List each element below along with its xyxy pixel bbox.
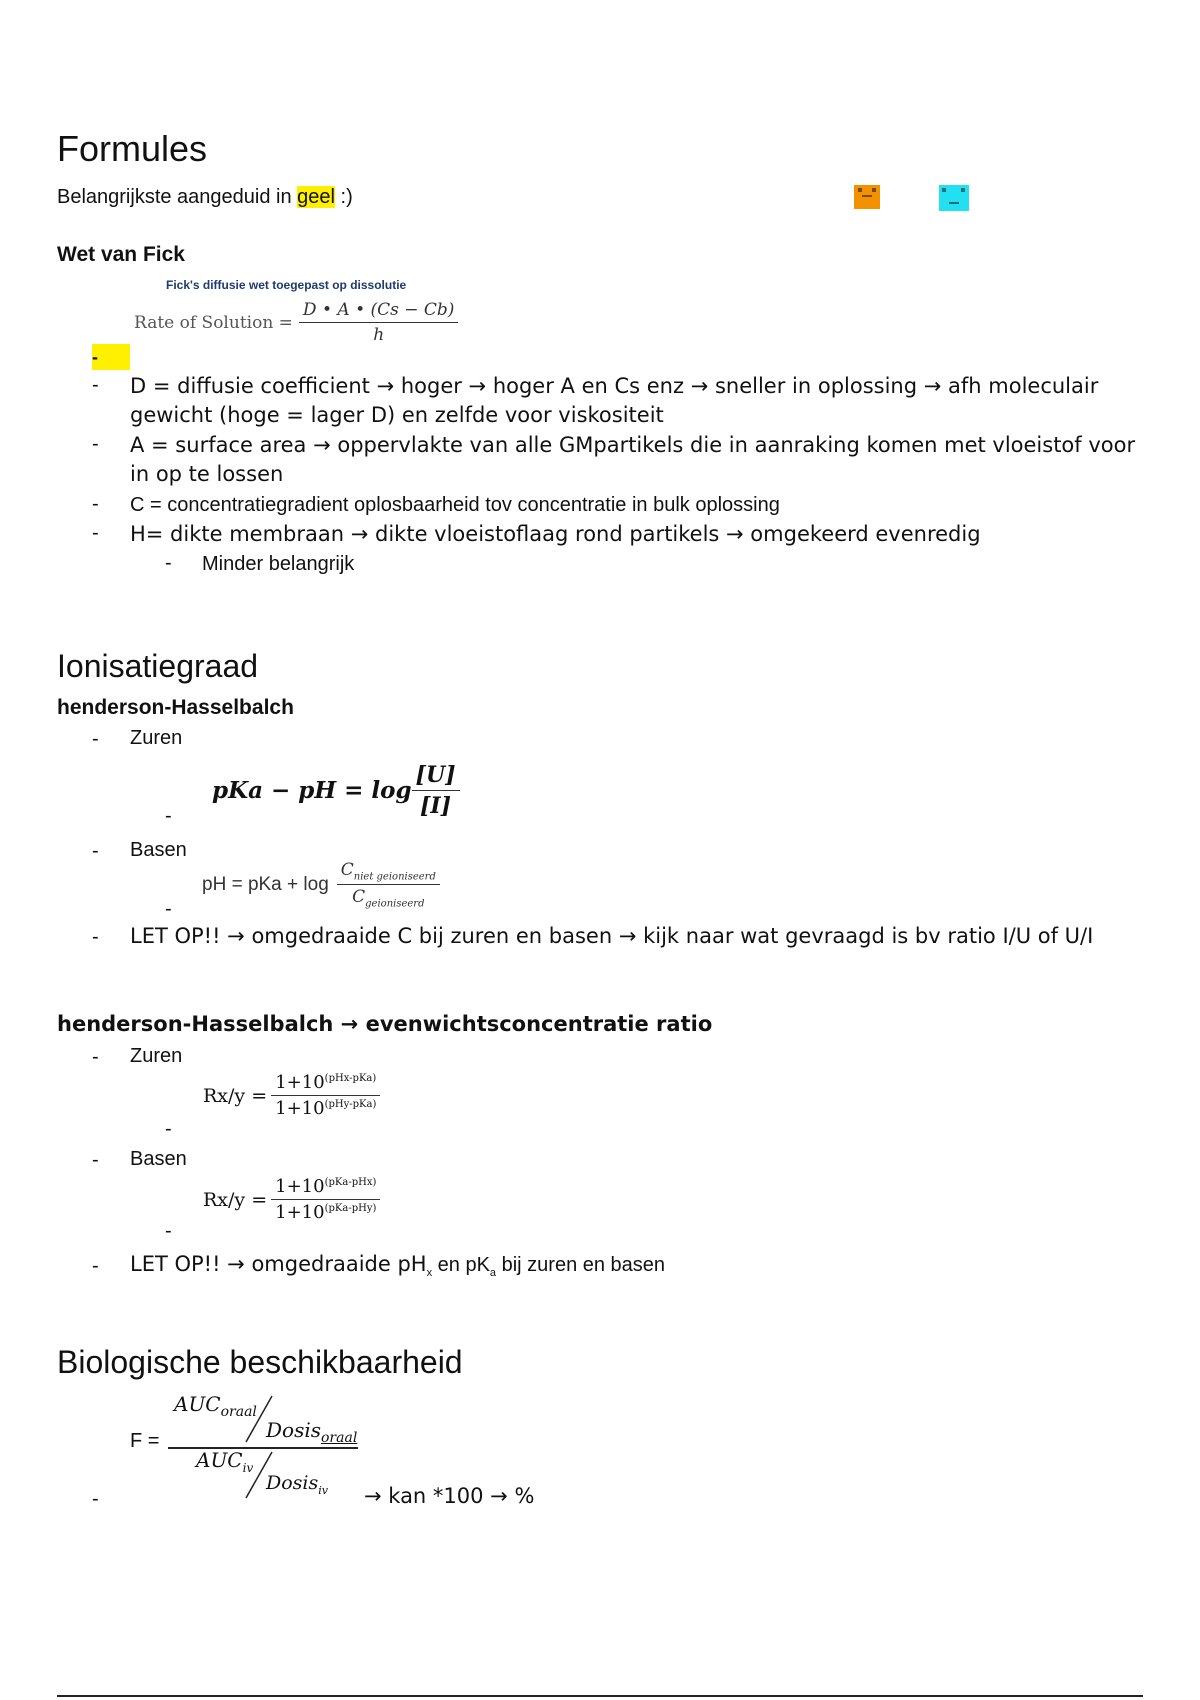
subtitle-highlight: geel [297, 186, 335, 208]
orange-face-icon [854, 185, 880, 209]
fick-highlight-marker [92, 344, 130, 370]
evenwicht-zuren-lhs: Rx/y = [203, 1084, 268, 1107]
ionisatie-basen-label: Basen [130, 839, 187, 861]
bullet-dash: - [165, 1220, 172, 1242]
basen-formula [202, 860, 440, 910]
evenwicht-letop-sub1: x [426, 1267, 433, 1279]
subtitle-prefix: Belangrijkste aangeduid in [57, 186, 298, 208]
fick-formula [134, 300, 458, 345]
evenwicht-zuren-numerator [271, 1072, 380, 1096]
bio-dosis-iv-sub: iv [318, 1483, 328, 1497]
evenwicht-basen-den-base: 1+10 [275, 1202, 325, 1223]
basen-formula-numerator [337, 860, 440, 885]
bio-dosis-iv-base: Dosis [266, 1472, 319, 1494]
basen-formula-denominator [348, 885, 428, 909]
ionisatie-letop: LET OP!! → omgedraaide C bij zuren en basen → kijk naar wat gevraagd is bv ratio I/U of U/I [130, 924, 1094, 948]
bullet-dash: - [92, 728, 99, 750]
evenwicht-zuren-denominator [271, 1096, 380, 1119]
bullet-dash: - [165, 552, 172, 574]
ionisatie-subheading: henderson-Hasselbalch [57, 696, 294, 719]
evenwicht-zuren-label: Zuren [130, 1045, 183, 1067]
bio-auc-oraal-sub: oraal [220, 1404, 257, 1420]
evenwicht-zuren-den-base: 1+10 [275, 1098, 325, 1119]
basen-formula-fraction [337, 860, 440, 910]
evenwicht-zuren-formula [203, 1072, 380, 1119]
fick-subitem: Minder belangrijk [202, 553, 355, 575]
evenwicht-zuren-fraction [271, 1072, 380, 1119]
evenwicht-basen-den-exp: (pKa-pHy) [324, 1203, 377, 1214]
evenwicht-letop-prefix: LET OP!! → omgedraaide pH [130, 1252, 427, 1276]
bio-lhs: F = [130, 1430, 160, 1452]
zuren-formula [212, 762, 460, 819]
bio-dosis-oraal-sub: oraal [321, 1430, 358, 1446]
bio-dosis-iv [266, 1472, 328, 1497]
evenwicht-letop-mid: en pK [432, 1254, 490, 1276]
bio-dosis-oraal-base: Dosis [266, 1418, 321, 1442]
bio-auc-iv-base: AUC [196, 1448, 243, 1472]
evenwicht-letop-suffix: bij zuren en basen [496, 1254, 666, 1276]
evenwicht-zuren-den-exp: (pHy-pKa) [324, 1099, 377, 1110]
evenwicht-basen-fraction [271, 1176, 380, 1223]
subtitle-suffix: :) [334, 186, 353, 208]
bullet-dash: - [92, 433, 99, 455]
bullet-dash: - [92, 1046, 99, 1068]
fick-formula-fraction [299, 300, 459, 345]
bullet-dash: - [165, 1118, 172, 1140]
basen-formula-lhs: pH = pKa + log [202, 873, 329, 895]
ionisatie-zuren-label: Zuren [130, 727, 183, 749]
fick-item-d: D = diffusie coefficient → hoger → hoger A en Cs enz → sneller in oplossing → afh moleculair gewicht (hoge = lager D) en zelfde voor viskositeit [130, 374, 1099, 427]
bio-tail: → kan *100 → % [364, 1484, 535, 1508]
evenwicht-zuren-num-base: 1+10 [275, 1072, 325, 1093]
bio-dosis-oraal [266, 1418, 357, 1446]
evenwicht-letop-sub2: a [489, 1267, 497, 1279]
bio-heading: Biologische beschikbaarheid [57, 1344, 463, 1380]
zuren-formula-fraction [412, 762, 460, 819]
bullet-dash: - [92, 1255, 99, 1277]
bio-auc-iv-sub: iv [242, 1461, 254, 1475]
page-title: Formules [57, 128, 208, 169]
zuren-formula-lhs: pKa − pH = log [212, 777, 412, 804]
basen-num-c: C [340, 860, 354, 880]
basen-den-c: C [352, 887, 366, 908]
bullet-dash: - [165, 898, 172, 920]
basen-den-sub: geioniseerd [365, 898, 425, 910]
bio-formula [168, 1392, 368, 1502]
bullet-dash: - [92, 374, 99, 396]
fick-item-h: H= dikte membraan → dikte vloeistoflaag rond partikels → omgekeerd evenredig [130, 522, 981, 546]
bullet-dash: - [165, 805, 172, 827]
cyan-face-icon [939, 185, 965, 209]
fick-formula-numerator: D • A • (Cs − Cb) [299, 300, 459, 323]
evenwicht-basen-denominator [271, 1200, 380, 1223]
fick-item-c: C = concentratiegradient oplosbaarheid tov concentratie in bulk oplossing [130, 494, 780, 516]
bullet-dash: - [92, 493, 99, 515]
fick-formula-denominator: h [373, 325, 385, 345]
page-footer-rule [57, 1695, 1143, 1697]
evenwicht-basen-num-base: 1+10 [275, 1176, 325, 1197]
zuren-formula-denominator: [I] [419, 793, 452, 819]
fick-formula-lhs: Rate of Solution = [134, 312, 293, 333]
fick-item-a: A = surface area → oppervlakte van alle GMpartikels die in aanraking komen met vloeistof voor in op te lossen [130, 433, 1136, 486]
evenwicht-basen-numerator [271, 1176, 380, 1200]
evenwicht-basen-lhs: Rx/y = [203, 1188, 268, 1211]
zuren-formula-numerator: [U] [412, 762, 460, 791]
evenwicht-basen-label: Basen [130, 1148, 187, 1170]
evenwicht-letop [130, 1250, 665, 1288]
evenwicht-zuren-num-exp: (pHx-pKa) [324, 1073, 377, 1084]
bullet-dash: - [92, 1488, 99, 1510]
evenwicht-basen-num-exp: (pKa-pHx) [324, 1177, 377, 1188]
evenwicht-heading: henderson-Hasselbalch → evenwichtsconcentratie ratio [57, 1012, 713, 1036]
bullet-dash: - [92, 522, 99, 544]
fick-heading: Wet van Fick [57, 243, 185, 266]
bullet-dash: - [92, 1149, 99, 1171]
fick-highlight-dash: - [92, 347, 98, 367]
fick-formula-caption: Fick's diffusie wet toegepast op dissolutie [166, 278, 407, 292]
evenwicht-basen-formula [203, 1176, 380, 1223]
bullet-dash: - [92, 840, 99, 862]
subtitle [57, 186, 353, 209]
ionisatie-heading: Ionisatiegraad [57, 648, 259, 684]
bio-auc-oraal-base: AUC [174, 1392, 221, 1416]
bullet-dash: - [92, 926, 99, 948]
basen-num-sub: niet geioniseerd [353, 871, 436, 883]
